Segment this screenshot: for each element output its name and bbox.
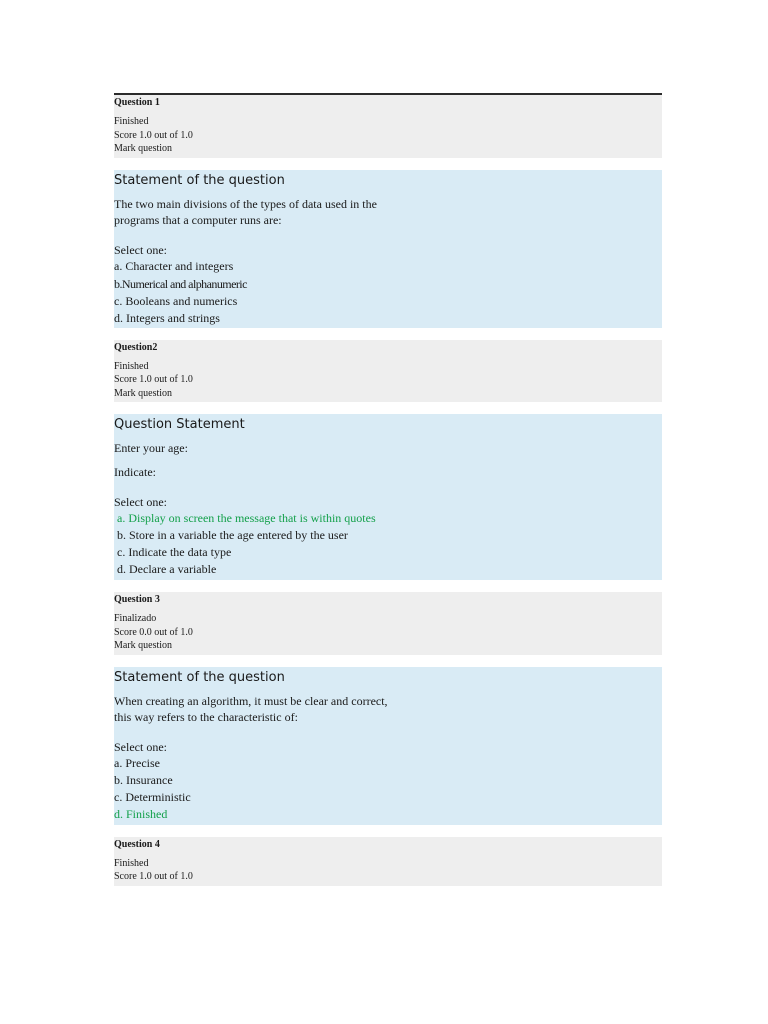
quiz-review-page [114, 93, 662, 886]
question-title: Question 3 [114, 594, 160, 605]
question-text-line: programs that a computer runs are: [114, 212, 282, 227]
question-2-content [114, 414, 662, 580]
question-title: Question2 [114, 341, 158, 353]
question-text-line: When creating an algorithm, it must be clear and correct, [114, 693, 388, 708]
question-3-content [114, 667, 662, 825]
answer-option-a[interactable]: a. Precise [114, 755, 160, 770]
question-score: Score 1.0 out of 1.0 [114, 374, 193, 385]
question-score: Score 1.0 out of 1.0 [114, 871, 193, 882]
answer-option-c[interactable]: c. Indicate the data type [117, 545, 232, 559]
question-text [114, 196, 662, 228]
question-heading: Statement of the question [114, 669, 285, 685]
answer-option-b[interactable]: b. Store in a variable the age entered by the user [117, 528, 348, 542]
question-state: Finished [114, 360, 149, 372]
question-1-info [114, 95, 662, 158]
mark-question-link[interactable]: Mark question [114, 387, 173, 399]
question-heading: Statement of the question [114, 172, 285, 188]
answer-option-a[interactable]: a. Character and integers [114, 258, 234, 273]
select-one-label: Select one: [114, 739, 167, 754]
select-one-label: Select one: [114, 242, 167, 257]
answer-option-d[interactable]: d. Integers and strings [114, 310, 220, 325]
question-heading: Question Statement [114, 417, 245, 432]
question-4-info [114, 837, 662, 886]
answer-option-c[interactable]: c. Deterministic [114, 789, 191, 804]
question-2-info [114, 340, 662, 403]
question-score: Score 0.0 out of 1.0 [114, 626, 193, 638]
question-text-line: The two main divisions of the types of data used in the [114, 196, 377, 211]
answer-option-b[interactable]: b. Insurance [114, 772, 173, 787]
question-text-line: Enter your age: [114, 441, 188, 455]
question-title: Question 1 [114, 97, 160, 108]
question-3-info [114, 592, 662, 655]
question-text [114, 440, 662, 480]
answer-option-b[interactable]: b.Numerical and alphanumeric [114, 276, 247, 291]
answer-option-a[interactable]: a. Display on screen the message that is within quotes [117, 511, 376, 525]
select-one-label: Select one: [114, 495, 167, 509]
question-1-content [114, 170, 662, 328]
mark-question-link[interactable]: Mark question [114, 143, 173, 154]
question-text-line: Indicate: [114, 465, 156, 479]
answer-option-c[interactable]: c. Booleans and numerics [114, 293, 238, 308]
answer-option-d[interactable]: d. Declare a variable [117, 562, 217, 576]
answer-option-d[interactable]: d. Finished [114, 806, 168, 821]
mark-question-link[interactable]: Mark question [114, 640, 173, 651]
question-state: Finished [114, 116, 149, 127]
question-state: Finished [114, 857, 149, 869]
question-state: Finalizado [114, 613, 157, 624]
question-score: Score 1.0 out of 1.0 [114, 129, 193, 141]
question-text-line: this way refers to the characteristic of: [114, 709, 298, 724]
question-text [114, 693, 662, 725]
question-title: Question 4 [114, 838, 160, 850]
